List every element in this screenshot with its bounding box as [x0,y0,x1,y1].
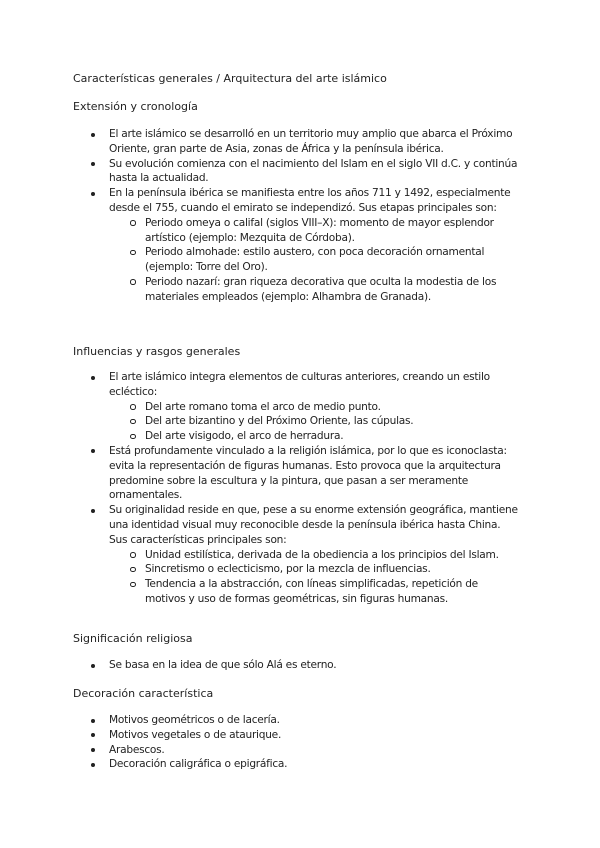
sub-list-item: Periodo omeya o califal (siglos VIII–X): momento de mayor esplendor artístico (ejemplo: Mezquita de Córdoba). [109,216,501,246]
bullet-list-decoration [0,713,600,772]
sub-list-item: Periodo almohade: estilo austero, con poca decoración ornamental (ejemplo: Torre del Oro). [109,245,501,275]
sub-list-item: Del arte bizantino y del Próximo Oriente, las cúpulas. [109,414,501,429]
section-heading-extension: Extensión y cronología [73,100,198,113]
list-item: Se basa en la idea de que sólo Alá es eterno. [0,658,521,673]
sub-list-characteristics [109,548,521,607]
bullet-list-influences [0,370,600,607]
sub-list-item: Periodo nazarí: gran riqueza decorativa que oculta la modestia de los materiales empleados (ejemplo: Alhambra de Granada). [109,275,501,305]
sub-list-item: Unidad estilística, derivada de la obediencia a los principios del Islam. [109,548,501,563]
list-item: El arte islámico integra elementos de culturas anteriores, creando un estilo ecléctico: Del arte romano toma el arco de medio punto. Del arte bizantino y del Próximo Oriente, las cúpulas. Del arte visigodo, el arco de herradura. [0,370,521,444]
list-item: Motivos vegetales o de ataurique. [0,728,521,743]
list-item: Su evolución comienza con el nacimiento del Islam en el siglo VII d.C. y continúa hasta la actualidad. [0,157,521,187]
sub-list-item: Del arte visigodo, el arco de herradura. [109,429,501,444]
sub-list-eclectic [109,400,521,444]
list-item: Su originalidad reside en que, pese a su enorme extensión geográfica, mantiene una identidad visual muy reconocible desde la península ibérica hasta China. Sus características principales son: Unidad estilística, derivada de la obediencia a los principios del Islam. Sincretismo o eclecticismo, por la mezcla de influencias. Tendencia a la abstracción, con líneas simplificadas, repetición de motivos y uso de formas geométricas, sin figuras humanas. [0,503,521,607]
bullet-list-extension [0,127,600,305]
list-item: Decoración caligráfica o epigráfica. [0,757,521,772]
bullet-list-religious [0,658,600,673]
list-item: Motivos geométricos o de lacería. [0,713,521,728]
list-item: El arte islámico se desarrolló en un territorio muy amplio que abarca el Próximo Oriente, gran parte de Asia, zonas de África y la península ibérica. [0,127,521,157]
list-item: Arabescos. [0,743,521,758]
section-heading-religious: Significación religiosa [73,632,193,645]
sub-list-stages [109,216,521,305]
list-item: Está profundamente vinculado a la religión islámica, por lo que es iconoclasta: evita la representación de figuras humanas. Esto provoca que la arquitectura predomine sobre la escultura y la pintura, que pasan a ser meramente ornamentales. [0,444,521,503]
section-heading-decoration: Decoración característica [73,687,214,700]
list-item: En la península ibérica se manifiesta entre los años 711 y 1492, especialmente desde el 755, cuando el emirato se independizó. Sus etapas principales son: Periodo omeya o califal (siglos VIII–X): momento de mayor esplendor artístico (ejemplo: Mezquita de Córdoba). Periodo almohade: estilo austero, con poca decoración ornamental (ejemplo: Torre del Oro). Periodo nazarí: gran riqueza decorativa que oculta la modestia de los materiales empleados (ejemplo: Alhambra de Granada). [0,186,521,304]
sub-list-item: Sincretismo o eclecticismo, por la mezcla de influencias. [109,562,501,577]
section-heading-influences: Influencias y rasgos generales [73,345,241,358]
document-title: Características generales / Arquitectura del arte islámico [73,72,387,85]
sub-list-item: Del arte romano toma el arco de medio punto. [109,400,501,415]
sub-list-item: Tendencia a la abstracción, con líneas simplificadas, repetición de motivos y uso de formas geométricas, sin figuras humanas. [109,577,501,607]
